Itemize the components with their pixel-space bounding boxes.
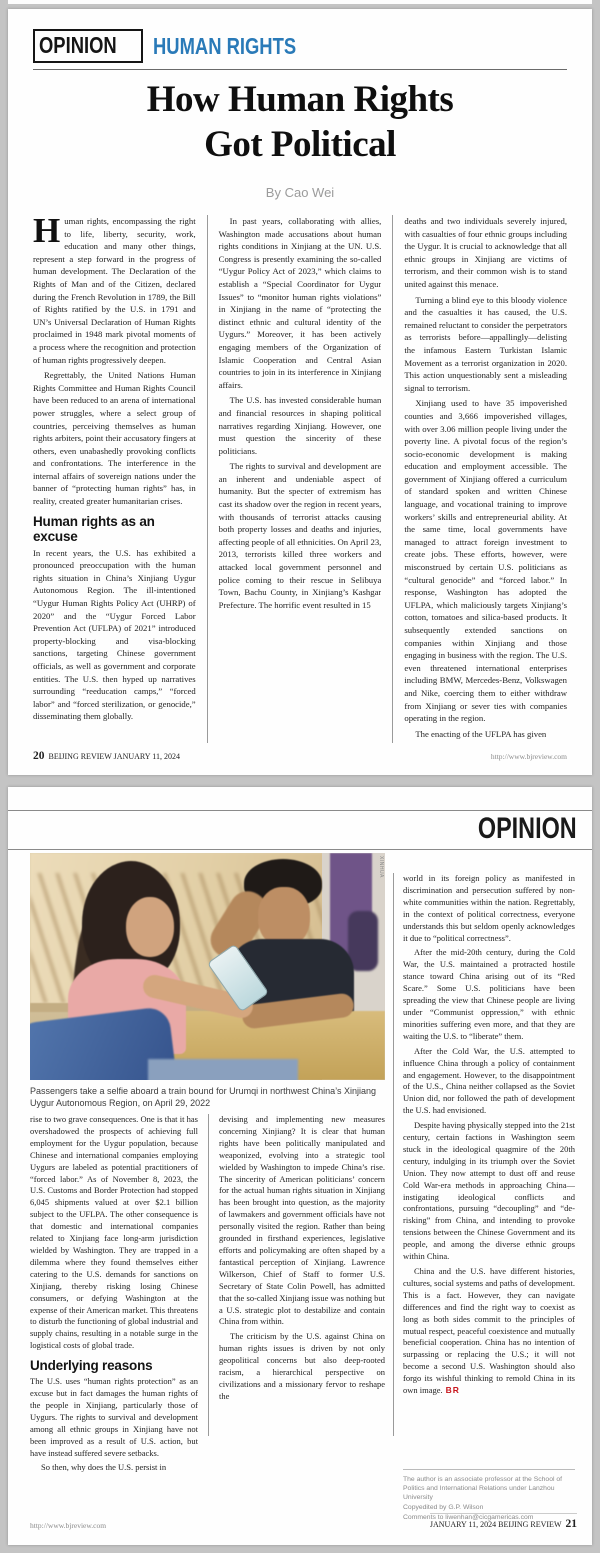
body-paragraph: Despite having physically stepped into the 21st century, certain factions in Washington seem stuck in the ideological quagmire of the 20th century, indulging in its triumph over the Soviet Union. They now attempt to dust off and reuse Cold War-era methods in approaching China—instigating ideological conflicts and confrontations, pursuing “decoupling” and “de-risking” from China, and intending to provoke tensions between the Chinese Government and its people, and among the diverse ethnic groups within China. [403, 1120, 575, 1262]
page2-footer-folio [430, 1513, 577, 1530]
photo-man-face [258, 887, 310, 947]
body-paragraph: The enacting of the UFLPA has given [415, 728, 547, 739]
magazine-page-2 [8, 787, 592, 1545]
body-paragraph: The criticism by the U.S. against China on human rights issues is driven by not only geopolitical concerns but also deep-rooted racism, a hierarchical perspective on civilizations and a missionary fervor to reshape the [219, 1331, 385, 1401]
body-paragraph: world in its foreign policy as manifested in discrimination and persecution suffered by non-white communities within the nation. Regrettably, in the context of political correctness, everyone understands this but seldom openly acknowledges it due to “political correctness”. [403, 873, 575, 943]
body-paragraph: After the mid-20th century, during the Cold War, the U.S. maintained a protracted hostile stance toward China arising out of its “Red Scare.” Some U.S. politicians have been spreading the view that Chinese people are living under “Communist oppression,” with ethnic minorities suffering even more, and that they are waiting the U.S. to “liberate” them. [403, 947, 575, 1041]
photo-seat [148, 1059, 298, 1080]
photo-woman-face [126, 897, 174, 957]
section-label: OPINION [478, 812, 577, 845]
section-heading: Underlying reasons [30, 1358, 153, 1374]
header-rule [8, 810, 592, 811]
folio-text: JANUARY 11, 2024 BEIJING REVIEW [429, 1520, 562, 1529]
author-note-line: Copyedited by G.P. Wilson [403, 1504, 484, 1511]
header-rule [33, 69, 567, 70]
photo-credit: XINHUA [378, 856, 384, 878]
column-separator [208, 1114, 209, 1436]
article-title-line2: Got Political [204, 124, 396, 165]
website-url: http://www.bjreview.com [490, 752, 567, 761]
previous-page-edge [8, 0, 592, 4]
website-url: http://www.bjreview.com [30, 1521, 107, 1530]
body-paragraph: Turning a blind eye to this bloody violence and the casualties it has caused, the U.S. remained reluctant to consider the perpetrators as terrorists before—appallingly—delisting the infamous Eastern Turkistan Islamic Movement as a terrorist organization in 2020. This action unquestionably sent a misleading signal to terrorism. [404, 294, 567, 393]
page2-column-1 [30, 1114, 198, 1506]
body-paragraph: deaths and two individuals severely injured, with casualties of four ethnic groups including the Uygur. It is crucial to acknowledge that all ethnic groups in Xinjiang are victims of terrorism, and their common wish is to stand united against this menace. [404, 216, 567, 289]
article-title [8, 77, 592, 167]
byline: By Cao Wei [265, 185, 335, 200]
page1-kicker [33, 29, 332, 63]
body-paragraph: China and the U.S. have different histories, cultures, social systems and paths of development. This is a fact. However, they can navigate differences and find the right way to coexist as long as both sides commit to the principles of mutual respect, peaceful coexistence and mutually beneficial cooperation. China has no intention of surpassing or replacing the U.S.; it will not become a second U.S. Washington should also forgo its wishful thinking to remold China in its own image. BR [403, 1266, 575, 1396]
train-selfie-photo [30, 853, 385, 1080]
drop-cap: H [33, 215, 61, 250]
body-paragraph: Xinjiang used to have 35 impoverished counties and 3,666 impoverished villages, with over 3.06 million people living under the poverty line. A pivotal focus of the region’s socio-economic development is making education and employment accessible. The government of Xinjiang offered a curriculum of standard spoken and written Chinese language, and vocational training to improve workers’ skills and entrepreneurial ability. At the same time, local governments have managed to attract foreign investment to create jobs. These efforts, however, were misconstrued by certain U.S. politicians as “cultural genocide” and “forced labor.” In response, Washington has adopted the UFLPA, which maliciously targets Xinjiang’s cotton, tomatoes and silica-based products. It subsequently extended sanctions on companies within Xinjiang and those engaging in business with the region. The U.S. even threatened international enterprises including BMW, Mercedes-Benz, Volkswagen and Nike, coercing them to either withdraw from Xinjiang or sever ties with companies operating in the region. [404, 398, 567, 724]
page1-columns [33, 215, 567, 743]
author-note-line: The author is an associate professor at the School of Politics and International Relations under Lanzhou University [403, 1476, 563, 1501]
author-note-line: Comments to liwenhan@cicgamericas.com [403, 1514, 534, 1521]
body-paragraph: The U.S. uses “human rights protection” as an excuse but in fact damages the human rights of the people in Xinjiang, particularly those of Uygurs. The rights to survival and development among all ethnic groups in Xinjiang have not been improved as a result of U.S. action, but have instead suffered severe setbacks. [30, 1376, 198, 1458]
page1-column-2 [207, 215, 382, 743]
column-separator [393, 873, 394, 1436]
body-paragraph: In recent years, the U.S. has exhibited a pronounced preoccupation with the human rights situation in China’s Xinjiang Uygur Autonomous Region. The ill-intentioned “Uygur Human Rights Policy Act (UHRP) of 2020” and the “Uygur Forced Labor Prevention Act (UFLPA) of 2021” introduced property-blocking and visa-blocking sanctions, targeting Chinese government officials, as well as government and corporate entities. The U.S. then hyped up narratives surrounding “reeducation camps,” “forced labor” and “forced sterilization, or genocide,” disseminating them globally. [33, 547, 196, 722]
topic-label: HUMAN RIGHTS [153, 32, 297, 59]
body-paragraph: In past years, collaborating with allies, Washington made accusations about human rights conditions in Xinjiang at the UN. U.S. Congress is presently examining the so-called “Uygur Policy Act of 2023,” which claims to establish a “Special Coordinator for Uygur Issues” to “monitor human rights violations” in Xinjiang in the name of “protecting the distinct ethnic and cultural identity of the Uygurs.” Moreover, it has been actively engaging members of the Organization of Islamic Cooperation and Central Asian countries to join in its interference in Xinjiang affairs. [218, 216, 382, 390]
section-label-box [33, 29, 143, 63]
page-number: 20 [33, 750, 45, 762]
photo-caption: Passengers take a selfie aboard a train bound for Urumqi in northwest China’s Xinjiang Uygur Autonomous Region, on April 29, 2022 [30, 1086, 377, 1108]
body-paragraph: So then, why does the U.S. persist in [41, 1462, 167, 1473]
page-number: 21 [565, 1518, 577, 1530]
folio-text: BEIJING REVIEW JANUARY 11, 2024 [48, 752, 180, 761]
header-rule [8, 849, 592, 850]
page1-column-3 [392, 215, 567, 743]
section-label: OPINION [39, 32, 117, 58]
magazine-end-logo: BR [445, 1385, 460, 1396]
page1-column-1 [33, 215, 196, 743]
section-heading: Human rights as an excuse [33, 513, 155, 544]
body-paragraph: devising and implementing new measures concerning Xinjiang? It is clear that human rights have been politically manipulated and weaponized, evolving into a strategic tool wielded by Washington to impede China’s rise. The sincerity of American politicians’ concern for the actual human rights situation in Xinjiang has been brought into question, as the majority of lawmakers and government officials have not personally visited the region. Rather than being grounded in firsthand experiences, legislative efforts and policymaking are often shaped by a fantastical perception of Xinjiang. Lawrence Wilkerson, Chief of Staff to former U.S. Secretary of State Colin Powell, has admitted that the so-called Xinjiang issue was nothing but a U.S. strategic plot to destabilize and contain China from within. [219, 1114, 385, 1327]
magazine-page-1 [8, 9, 592, 775]
body-paragraph: The rights to survival and development are an inherent and undeniable aspect of humanity. But the specter of extremism has cast its shadow over the region in recent years, with thousands of terrorist attacks causing both property losses and deaths and injuries, affecting people of all ethnicities. On April 23, 2013, terrorists killed three workers and attacked local government personnel and police coming to their rescue in Selibuya Town, Bachu County, in Xinjiang’s Kashgar Prefecture. The horrific event resulted in 15 [218, 461, 382, 610]
body-paragraph: The U.S. has invested considerable human and financial resources in shaping political narratives regarding Xinjiang. However, one must question the sincerity of these politicians. [218, 395, 382, 456]
body-paragraph: rise to two grave consequences. One is that it has overshadowed the prospects of achieving full employment for the Uygur population, because Chinese and international companies employing Uygurs are labeled as potential practitioners of “forced labor.” As of November 8, 2023, the U.S. Customs and Border Protection had stopped 6,045 shipments valued at over $2.1 billion subject to the UFLPA. The other consequence is that domestic and international companies related to Xinjiang face long-arm jurisdiction wielded by Washington. They are trapped in a dilemma where they found themselves either catering to the U.S. demands for sanctions on Xinjiang, thereby risking losing Chinese consumers, or defying Washington at the expense of their American market. This threatens to disturb the functioning of global industrial and supply chains, resulting in a notable surge in the logistical costs of global trade. [30, 1114, 198, 1351]
page-number-folio [33, 750, 180, 762]
page2-column-3 [403, 873, 575, 1463]
body-paragraph: Regrettably, the United Nations Human Rights Committee and Human Rights Council have been reduced to an arena of international power struggles, where a select group of countries, perceiving themselves as human rights arbiters, point their accusatory fingers at others, even unabashedly provoking conflicts and confrontations. The interference in the internal affairs of sovereign nations under the banner of “protecting human rights” has, in reality, created greater humanitarian crises. [33, 370, 196, 507]
body-paragraph: After the Cold War, the U.S. attempted to influence China through a policy of containment and engagement. However, to the disappointment of the U.S., China neither collapsed as the Soviet Union did, nor followed the path of development the U.S. had envisioned. [403, 1045, 575, 1116]
article-title-line1: How Human Rights [146, 79, 454, 120]
page1-footer [33, 750, 567, 762]
body-paragraph: Human rights, encompassing the right to life, liberty, security, work, education and many other things, represent a step forward in the progress of human development. The Declaration of the Rights of Man and of the Citizen, declared during the French Revolution in 1789, the Bill of Rights ratified by the U.S. in 1791 and UN’s Universal Declaration of Human Rights proclaimed in 1948 mark pivotal moments of a process where the recognition and protection of human rights progressively deepen. [33, 215, 196, 365]
page2-column-2 [219, 1114, 385, 1506]
photo-hanging-bag-shadow [348, 911, 378, 971]
